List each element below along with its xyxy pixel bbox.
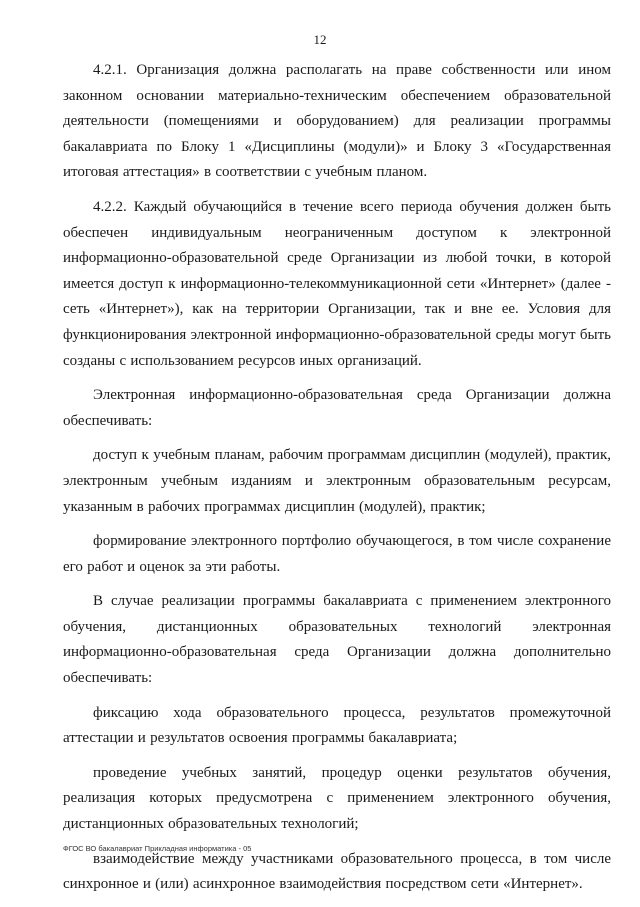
document-body [63,58,611,907]
paragraph-eios-intro: Электронная информационно-образовательная среда Организации должна обеспечивать: [63,387,611,429]
paragraph-access-plans: доступ к учебным планам, рабочим программам дисциплин (модулей), практик, электронным учебным изданиям и электронным образовательным ресурсам, указанным в рабочих программах дисциплин (модулей), практик; [63,447,611,515]
paragraph-distance-learning: В случае реализации программы бакалавриата с применением электронного обучения, дистанционных образовательных технологий электронная информационно-образовательная среда Организации должна дополнительно обеспечивать: [63,593,611,687]
paragraph-4-2-1: 4.2.1. Организация должна располагать на праве собственности или ином законном основании материально-техническим обеспечением образовательной деятельности (помещениями и оборудованием) для реализации программы бакалавриата по Блоку 1 «Дисциплины (модули)» и Блоку 3 «Государственная итоговая аттестация» в соответствии с учебным планом. [63,62,611,181]
document-footer: ФГОС ВО бакалавриат Прикладная информатика - 05 [63,844,252,853]
paragraph-portfolio: формирование электронного портфолио обучающегося, в том числе сохранение его работ и оценок за эти работы. [63,533,611,575]
paragraph-conducting-classes: проведение учебных занятий, процедур оценки результатов обучения, реализация которых предусмотрена с применением электронного обучения, дистанционных образовательных технологий; [63,764,611,833]
paragraph-fixation: фиксацию хода образовательного процесса, результатов промежуточной аттестации и результатов освоения программы бакалавриата; [63,704,611,747]
paragraph-4-2-2: 4.2.2. Каждый обучающийся в течение всего периода обучения должен быть обеспечен индивидуальным неограниченным доступом к электронной информационно-образовательной среде Организации из любой точки, в которой имеется доступ к информационно-телекоммуникационной сети «Интернет» (далее - сеть «Интернет»), как на территории Организации, так и вне ее. Условия для функционирования электронной информационно-образовательной среды могут быть созданы с использованием ресурсов иных организаций. [63,198,611,369]
paragraph-interaction: взаимодействие между участниками образовательного процесса, в том числе синхронное и (или) асинхронное взаимодействия посредством сети «Интернет». [63,850,611,893]
page-number: 12 [313,32,327,47]
